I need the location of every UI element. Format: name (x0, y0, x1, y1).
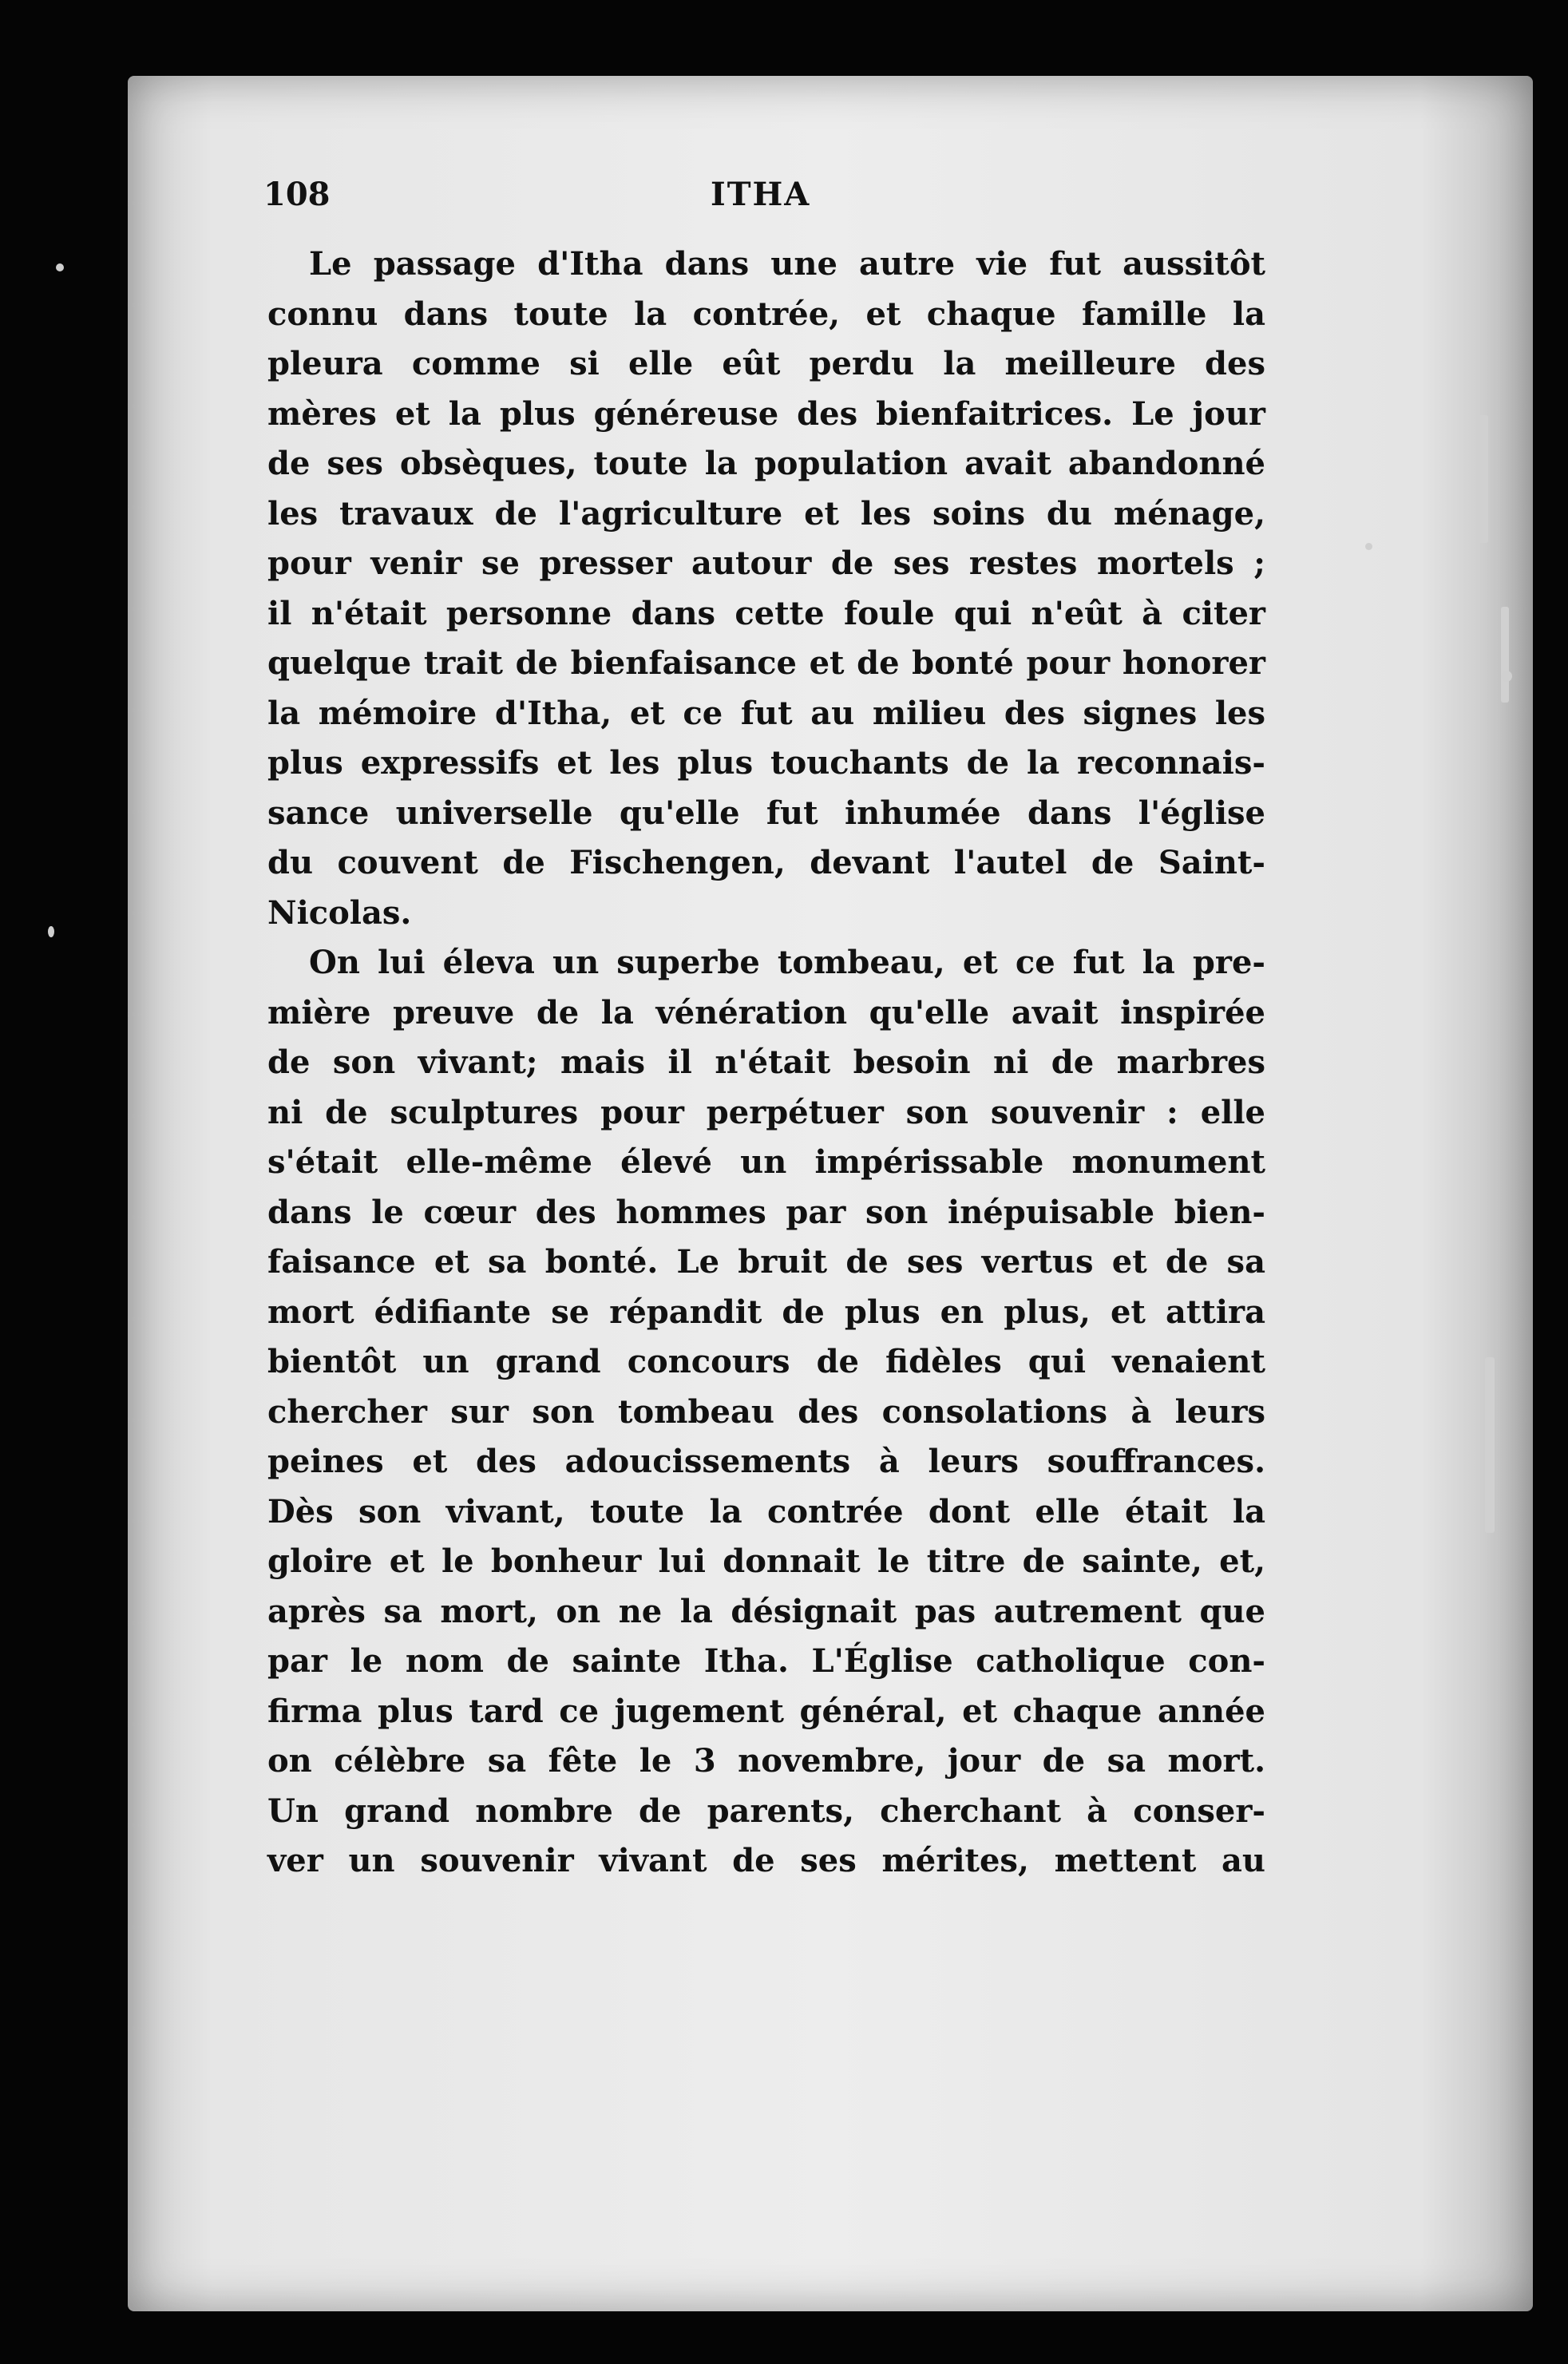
running-title: ITHA (711, 176, 811, 213)
text-line: Un grand nombre de parents, cherchant à conser- (267, 1792, 1265, 1830)
speck (1501, 671, 1512, 682)
text-line: faisance et sa bonté. Le bruit de ses vertus et de sa (267, 1243, 1265, 1281)
text-line: pleura comme si elle eût perdu la meilleure des (267, 345, 1265, 382)
edge-mark (1485, 1357, 1495, 1533)
text-line: on célèbre sa fête le 3 novembre, jour de sa mort. (267, 1742, 1265, 1780)
body-text (267, 240, 1265, 1887)
text-line: On lui éleva un superbe tombeau, et ce fut la pre- (309, 944, 1265, 981)
text-line: mères et la plus généreuse des bienfaitrices. Le jour (267, 394, 1265, 433)
speck (1365, 543, 1372, 550)
edge-mark (1501, 607, 1509, 703)
text-line: Le passage d'Itha dans une autre vie fut aussitôt (309, 245, 1265, 283)
text-line: firma plus tard ce jugement général, et chaque année (267, 1692, 1265, 1730)
text-line: du couvent de Fischengen, devant l'autel de Saint- (267, 844, 1265, 881)
speck (56, 263, 64, 271)
text-line: après sa mort, on ne la désignait pas autrement que (267, 1592, 1265, 1630)
text-line: pour venir se presser autour de ses restes mortels ; (267, 544, 1265, 582)
text-line: s'était elle-même élevé un impérissable monument (267, 1143, 1265, 1181)
text-line: dans le cœur des hommes par son inépuisable bien- (267, 1193, 1265, 1231)
speck (48, 926, 54, 937)
text-line: peines et des adoucissements à leurs souffrances. (267, 1443, 1265, 1480)
page-number: 108 (263, 176, 331, 213)
text-line: Nicolas. (267, 893, 412, 932)
text-line: de ses obsèques, toute la population avait abandonné (267, 445, 1265, 482)
text-line: sance universelle qu'elle fut inhumée dans l'église (267, 794, 1265, 832)
text-line: la mémoire d'Itha, et ce fut au milieu des signes les (267, 694, 1265, 732)
text-line: ver un souvenir vivant de ses mérites, mettent au (267, 1842, 1265, 1879)
text-line: connu dans toute la contrée, et chaque famille la (267, 295, 1265, 333)
text-line: quelque trait de bienfaisance et de bonté pour honorer (267, 644, 1265, 682)
text-line: de son vivant; mais il n'était besoin ni de marbres (267, 1043, 1265, 1081)
text-line: il n'était personne dans cette foule qui n'eût à citer (267, 594, 1265, 632)
text-line: mort édifiante se répandit de plus en plus, et attira (267, 1293, 1265, 1331)
edge-mark (1477, 415, 1488, 543)
page-header (263, 176, 1269, 224)
text-line: les travaux de l'agriculture et les soins du ménage, (267, 494, 1265, 533)
text-line: plus expressifs et les plus touchants de la reconnais- (267, 744, 1265, 782)
text-line: mière preuve de la vénération qu'elle avait inspirée (267, 993, 1265, 1032)
text-line: Dès son vivant, toute la contrée dont elle était la (267, 1492, 1265, 1530)
text-line: ni de sculptures pour perpétuer son souvenir : elle (267, 1093, 1265, 1131)
text-line: gloire et le bonheur lui donnait le titre de sainte, et, (267, 1542, 1265, 1580)
text-line: chercher sur son tombeau des consolations à leurs (267, 1392, 1265, 1431)
text-line: par le nom de sainte Itha. L'Église catholique con- (267, 1642, 1265, 1680)
text-line: bientôt un grand concours de fidèles qui venaient (267, 1343, 1265, 1380)
